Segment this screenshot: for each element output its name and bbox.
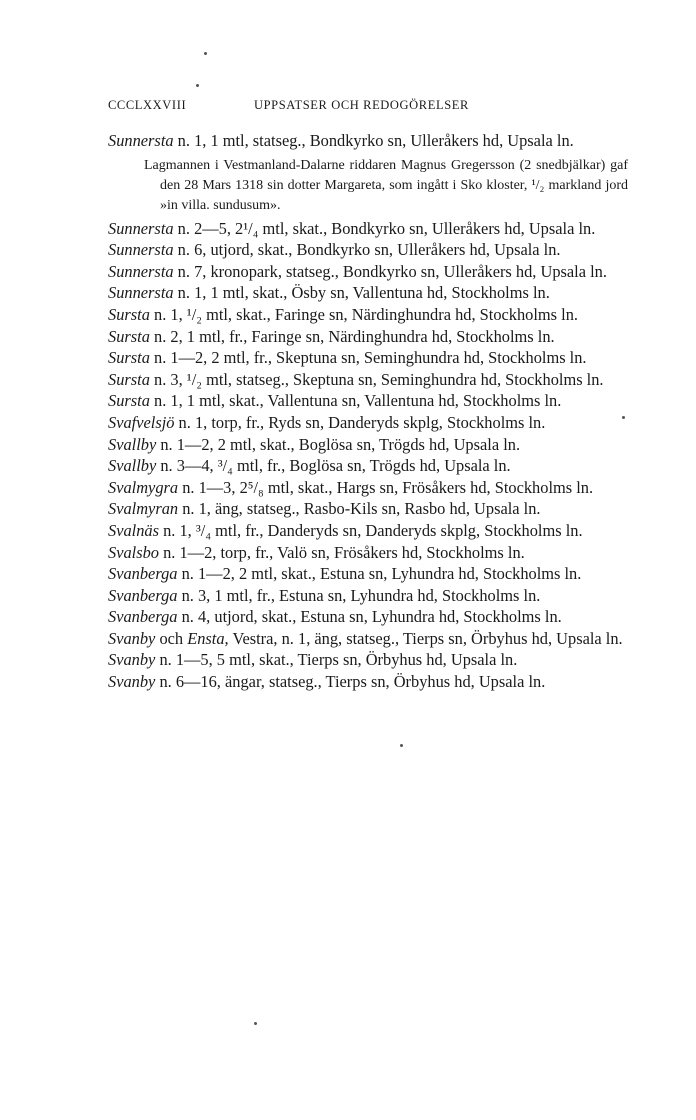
entry-details: n. 3—4, ³/₄ mtl, fr., Boglösa sn, Trögds hd, Upsala ln. (156, 456, 511, 476)
entry-details: n. 7, kronopark, statseg., Bondkyrko sn, Ulleråkers hd, Upsala ln. (173, 261, 607, 281)
entry (108, 239, 628, 261)
entry (108, 261, 628, 283)
place-name: Svanby (108, 672, 156, 692)
entry (108, 563, 628, 585)
entry (108, 390, 628, 412)
entry (108, 671, 628, 693)
entry-details: n. 1, ³/₄ mtl, fr., Danderyds sn, Danderyds skplg, Stockholms ln. (159, 520, 583, 540)
place-name: Sursta (108, 391, 150, 411)
entry-details: n. 1, 1 mtl, skat., Ösby sn, Vallentuna hd, Stockholms ln. (173, 283, 550, 303)
entry-details: n. 1—2, 2 mtl, fr., Skeptuna sn, Seminghundra hd, Stockholms ln. (149, 348, 587, 368)
entry (108, 130, 628, 152)
entry (108, 218, 628, 240)
entry (108, 455, 628, 477)
entry-details-secondary: Vestra, n. 1, äng, statseg., Tierps sn, Örbyhus hd, Upsala ln. (228, 628, 623, 648)
entry-details: n. 1—2, 2 mtl, skat., Estuna sn, Lyhundra hd, Stockholms ln. (177, 564, 582, 584)
place-name: Svalnäs (108, 520, 159, 540)
entry (108, 304, 628, 326)
scan-speck (254, 1022, 257, 1025)
entry-details: n. 4, utjord, skat., Estuna sn, Lyhundra hd, Stockholms ln. (177, 607, 562, 627)
entry (108, 628, 628, 650)
entry (108, 326, 628, 348)
place-name: Sursta (108, 348, 150, 368)
place-name-secondary: Ensta, (187, 628, 229, 648)
entry (108, 347, 628, 369)
entry-details: n. 1—5, 5 mtl, skat., Tierps sn, Örbyhus hd, Upsala ln. (155, 650, 518, 670)
place-name: Sunnersta (108, 283, 174, 303)
place-name: Sunnersta (108, 240, 174, 260)
entry (108, 520, 628, 542)
place-name: Sursta (108, 326, 150, 346)
entry-list (108, 130, 628, 693)
entry-details: n. 1—3, 2⁵/₈ mtl, skat., Hargs sn, Frösåkers hd, Stockholms ln. (178, 477, 594, 497)
place-name: Svanby (108, 650, 156, 670)
place-name: Svalmygra (108, 477, 179, 497)
entry (108, 369, 628, 391)
entry-details: n. 1, torp, fr., Ryds sn, Danderyds skplg, Stockholms ln. (174, 412, 546, 432)
running-title: UPPSATSER OCH REDOGÖRELSER (254, 98, 469, 112)
place-name: Svallby (108, 434, 157, 454)
entry-details: n. 3, ¹/₂ mtl, statseg., Skeptuna sn, Seminghundra hd, Stockholms ln. (149, 369, 604, 389)
place-name: Sursta (108, 369, 150, 389)
entry (108, 498, 628, 520)
entry-details: och (155, 628, 188, 648)
entry-note: Lagmannen i Vestmanland-Dalarne riddaren Magnus Gregersson (2 snedbjälkar) gaf den 28 Mars 1318 sin dotter Margareta, som ingått i Sko kloster, ¹/₂ markland jord »in villa. sundusum». (144, 157, 628, 213)
place-name: Sunnersta (108, 261, 174, 281)
entry (108, 434, 628, 456)
entry (108, 585, 628, 607)
place-name: Sunnersta (108, 131, 174, 150)
entry-details: n. 1, 1 mtl, statseg., Bondkyrko sn, Ulleråkers hd, Upsala ln. (173, 131, 574, 150)
entry-details: n. 6—16, ängar, statseg., Tierps sn, Örbyhus hd, Upsala ln. (155, 672, 546, 692)
entry (108, 606, 628, 628)
place-name: Svalsbo (108, 542, 159, 562)
entry-details: n. 1, äng, statseg., Rasbo-Kils sn, Rasbo hd, Upsala ln. (178, 499, 541, 519)
entry-details: n. 3, 1 mtl, fr., Estuna sn, Lyhundra hd, Stockholms ln. (177, 585, 541, 605)
entry-details: n. 2—5, 2¹/₄ mtl, skat., Bondkyrko sn, Ulleråkers hd, Upsala ln. (173, 218, 596, 238)
entry (108, 412, 628, 434)
place-name: Svanberga (108, 585, 178, 605)
place-name: Svanberga (108, 564, 178, 584)
entry-details: n. 1, ¹/₂ mtl, skat., Faringe sn, Närdinghundra hd, Stockholms ln. (149, 304, 579, 324)
scan-speck (196, 84, 199, 87)
place-name: Svalmyran (108, 499, 179, 519)
page-number: CCCLXXVIII (108, 98, 187, 112)
place-name: Svallby (108, 456, 157, 476)
place-name: Svafvelsjö (108, 412, 175, 432)
place-name: Sursta (108, 304, 150, 324)
place-name: Sunnersta (108, 218, 174, 238)
entry-details: n. 1, 1 mtl, skat., Vallentuna sn, Vallentuna hd, Stockholms ln. (149, 391, 562, 411)
place-name: Svanberga (108, 607, 178, 627)
entry (108, 282, 628, 304)
scan-speck (204, 52, 207, 55)
entry-details: n. 2, 1 mtl, fr., Faringe sn, Närdinghundra hd, Stockholms ln. (149, 326, 555, 346)
scan-speck (622, 416, 625, 419)
entry (108, 649, 628, 671)
entry (108, 477, 628, 499)
entry-details: n. 6, utjord, skat., Bondkyrko sn, Ulleråkers hd, Upsala ln. (173, 240, 561, 260)
place-name: Svanby (108, 628, 156, 648)
entry-details: n. 1—2, torp, fr., Valö sn, Frösåkers hd, Stockholms ln. (159, 542, 525, 562)
entry (108, 542, 628, 564)
entry-details: n. 1—2, 2 mtl, skat., Boglösa sn, Trögds hd, Upsala ln. (156, 434, 521, 454)
scan-speck (400, 744, 403, 747)
running-header (108, 98, 628, 116)
